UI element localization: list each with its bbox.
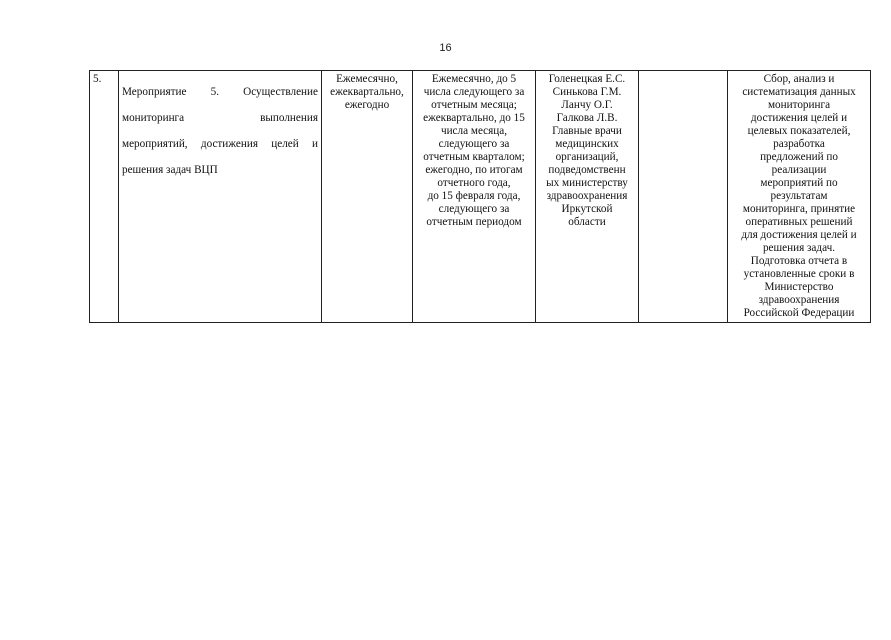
periodicity-cell: Ежемесячно, ежеквартально, ежегодно — [322, 71, 413, 323]
empty-cell — [639, 71, 728, 323]
responsible-cell: Голенецкая Е.С. Синькова Г.М. Ланчу О.Г. Галкова Л.В. Главные врачи медицинских организаций, подведомственн ых министерству здравоохранения Иркутской области — [536, 71, 639, 323]
row-number: 5. — [90, 71, 119, 323]
activity-name-line: мероприятий, достижения целей и — [122, 138, 318, 150]
page-number: 16 — [439, 42, 452, 54]
deadline-cell: Ежемесячно, до 5 числа следующего за отчетным месяца; ежеквартально, до 15 числа месяца, следующего за отчетным кварталом; ежегодно, по итогам отчетного года, до 15 февраля года, следующего за отчетным периодом — [413, 71, 536, 323]
activity-name-line: Мероприятие 5. Осуществление — [122, 86, 318, 98]
plan-table — [89, 70, 871, 323]
result-cell: Сбор, анализ и систематизация данных мониторинга достижения целей и целевых показателей, разработка предложений по реализации мероприятий по результатам мониторинга, принятие оперативных решений для достижения целей и решения задач. Подготовка отчета в установленные сроки в Министерство здравоохранения Российской Федерации — [728, 71, 871, 323]
activity-name-cell — [119, 71, 322, 323]
table-row — [90, 71, 871, 323]
activity-name-line: решения задач ВЦП — [122, 164, 218, 176]
activity-name-line: мониторинга выполнения — [122, 112, 318, 124]
